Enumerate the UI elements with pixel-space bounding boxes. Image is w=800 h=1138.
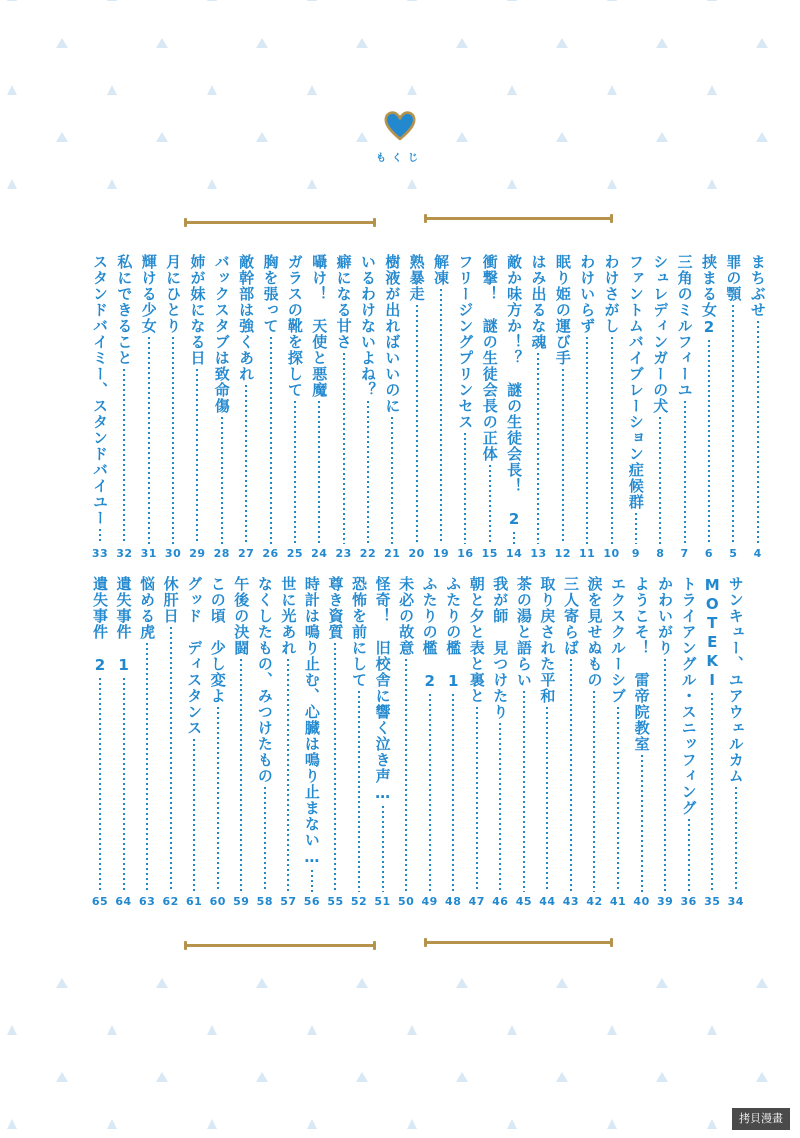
toc-entry <box>254 576 276 908</box>
entry-page: 20 <box>408 547 425 560</box>
toc-entry <box>230 576 252 908</box>
dot-leader <box>123 678 125 892</box>
toc-entry <box>235 254 257 560</box>
toc-entry <box>536 576 558 908</box>
dot-leader <box>499 723 501 892</box>
entry-page: 5 <box>729 547 738 560</box>
entry-title: 三人寄らば <box>561 576 580 656</box>
entry-page: 50 <box>397 895 415 908</box>
toc-entry <box>513 576 535 908</box>
entry-title: 解凍 <box>432 254 451 286</box>
entry-page: 22 <box>359 547 377 560</box>
toc-section-bottom <box>89 576 747 908</box>
toc-entry <box>406 254 428 560</box>
toc-entry <box>395 576 417 908</box>
toc-section-top <box>89 254 769 560</box>
toc-entry <box>747 254 769 560</box>
entry-title: ふたりの檻 1 <box>444 576 463 691</box>
dot-leader <box>732 305 734 544</box>
entry-title: 遺失事件 2 <box>91 576 109 675</box>
dot-leader <box>311 870 313 892</box>
toc-entry <box>442 576 464 908</box>
entry-page: 42 <box>586 895 603 908</box>
entry-page: 57 <box>280 895 297 908</box>
entry-page: 33 <box>91 547 109 560</box>
toc-entry <box>324 576 346 908</box>
dot-leader <box>684 401 686 544</box>
entry-page: 9 <box>631 547 640 560</box>
entry-page: 6 <box>704 547 714 560</box>
toc-entry <box>625 254 647 560</box>
dot-leader <box>452 694 454 892</box>
entry-title: 胸を張って <box>261 254 280 334</box>
toc-entry <box>503 254 525 560</box>
entry-title: 涙を見せぬもの <box>585 576 604 688</box>
toc-entry <box>211 254 233 560</box>
toc-entry <box>138 254 160 560</box>
entry-page: 8 <box>656 547 665 560</box>
entry-title: 衝撃！ 謎の生徒会長の正体 <box>480 254 499 462</box>
entry-page: 7 <box>680 547 689 560</box>
dot-leader <box>196 369 198 544</box>
dot-leader <box>735 787 737 892</box>
dot-leader <box>611 337 613 544</box>
entry-page: 55 <box>327 895 344 908</box>
entry-title: 敵幹部は強くあれ <box>237 254 256 382</box>
entry-page: 11 <box>579 547 596 560</box>
toc-entry <box>89 576 111 908</box>
toc-entry <box>348 576 370 908</box>
dot-leader <box>391 417 393 544</box>
dot-leader <box>170 627 172 892</box>
entry-title: サンキュー、ユアウェルカム <box>726 576 745 784</box>
entry-title: エクスクルーシブ <box>609 576 628 704</box>
toc-entry <box>301 576 323 908</box>
toc-entry <box>357 254 379 560</box>
entry-page: 31 <box>140 547 157 560</box>
toc-entry <box>113 254 135 560</box>
entry-title: シュレディンガーの犬 <box>651 254 670 414</box>
toc-entry <box>186 254 208 560</box>
dot-leader <box>217 707 219 892</box>
dot-leader <box>688 819 690 892</box>
dot-leader <box>287 659 289 892</box>
toc-entry <box>277 576 299 908</box>
dot-leader <box>635 513 637 544</box>
toc-entry <box>284 254 306 560</box>
dot-leader <box>193 739 195 892</box>
entry-title: 茶の湯と語らい <box>514 576 533 688</box>
heart-icon <box>383 110 417 142</box>
toc-entry <box>560 576 582 908</box>
toc-entry <box>308 254 330 560</box>
entry-title: まちぶせ <box>748 254 767 318</box>
entry-title: 朝と夕と表と裏と <box>467 576 486 704</box>
entry-page: 44 <box>539 895 556 908</box>
entry-title: かわいがり <box>656 576 675 656</box>
toc-entry <box>479 254 501 560</box>
entry-title: 樹液が出ればいいのに <box>383 254 402 414</box>
toc-entry <box>454 254 476 560</box>
entry-title: 世に光あれ <box>279 576 298 656</box>
dot-leader <box>711 693 713 892</box>
dot-leader <box>476 707 478 892</box>
dot-leader <box>382 806 384 892</box>
toc-entry <box>466 576 488 908</box>
entry-page: 63 <box>138 895 156 908</box>
entry-title: 三角のミルフィーユ <box>675 254 694 398</box>
entry-title: ファントムバイブレーション症候群 <box>626 254 645 510</box>
dot-leader <box>659 417 661 544</box>
entry-page: 45 <box>515 895 532 908</box>
toc-entry <box>430 254 452 560</box>
entry-page: 36 <box>680 895 697 908</box>
entry-title: わけさがし <box>602 254 621 334</box>
toc-entry <box>607 576 629 908</box>
dot-leader <box>240 659 242 892</box>
entry-title: 取り戻された平和 <box>538 576 557 704</box>
entry-page: 39 <box>656 895 674 908</box>
dot-leader <box>570 659 572 892</box>
entry-page: 41 <box>609 895 627 908</box>
entry-page: 10 <box>603 547 620 560</box>
toc-entry <box>207 576 229 908</box>
entry-page: 40 <box>633 895 650 908</box>
gold-rule-bottom-left <box>185 944 375 947</box>
toc-entry <box>654 576 676 908</box>
entry-page: 52 <box>350 895 368 908</box>
dot-leader <box>757 321 759 544</box>
entry-page: 60 <box>209 895 226 908</box>
entry-title: ふたりの檻 2 <box>420 576 439 691</box>
entry-page: 16 <box>457 547 474 560</box>
entry-title: 囁け！ 天使と悪魔 <box>310 254 329 398</box>
entry-page: 62 <box>162 895 179 908</box>
toc-entry <box>583 576 605 908</box>
dot-leader <box>593 691 595 892</box>
dot-leader <box>664 659 666 892</box>
entry-title: 休肝日 <box>161 576 180 624</box>
entry-page: 21 <box>384 547 401 560</box>
dot-leader <box>172 337 174 544</box>
toc-entry <box>333 254 355 560</box>
dot-leader <box>489 465 491 544</box>
entry-page: 34 <box>727 895 744 908</box>
dot-leader <box>537 353 539 544</box>
entry-page: 59 <box>233 895 250 908</box>
toc-entry <box>631 576 653 908</box>
entry-title: 時計は鳴り止む、心臓は鳴り止まない… <box>302 576 321 867</box>
entry-page: 58 <box>256 895 273 908</box>
entry-page: 27 <box>238 547 255 560</box>
page-title: もくじ <box>376 153 424 164</box>
entry-title: 敵か味方か！？ 謎の生徒会長！ 2 <box>505 254 524 529</box>
entry-title: スタンドバイミー、スタンドバイユー <box>91 254 109 526</box>
entry-page: 47 <box>468 895 485 908</box>
dot-leader <box>562 369 564 544</box>
dot-leader <box>429 694 431 892</box>
entry-page: 32 <box>116 547 133 560</box>
entry-page: 48 <box>445 895 462 908</box>
entry-title: いるわけないよね？ <box>358 254 377 398</box>
entry-page: 15 <box>481 547 498 560</box>
toc-entry <box>260 254 282 560</box>
dot-leader <box>264 787 266 892</box>
toc-entry <box>162 254 184 560</box>
entry-title: 遺失事件 1 <box>114 576 133 675</box>
toc-entry <box>419 576 441 908</box>
dot-leader <box>148 337 150 544</box>
entry-page: 30 <box>164 547 182 560</box>
toc-entry <box>725 576 747 908</box>
entry-title: 挟まる女2 <box>699 254 718 337</box>
toc-entry <box>552 254 574 560</box>
toc-entry <box>381 254 403 560</box>
entry-page: 25 <box>286 547 304 560</box>
dot-leader <box>405 659 407 892</box>
toc-entry <box>89 254 111 560</box>
entry-title: 姉が妹になる日 <box>188 254 207 366</box>
toc-entry <box>649 254 671 560</box>
entry-title: 輝ける少女 <box>139 254 158 334</box>
entry-title: 悩める虎 <box>138 576 157 640</box>
toc-entry <box>701 576 723 908</box>
gold-rule-bottom-right <box>425 941 612 944</box>
entry-page: 14 <box>505 547 523 560</box>
entry-title: 熟暴走 <box>407 254 426 302</box>
entry-page: 64 <box>115 895 132 908</box>
entry-title: はみ出るな魂 <box>529 254 548 350</box>
entry-page: 24 <box>311 547 328 560</box>
toc-entry <box>722 254 744 560</box>
dot-leader <box>367 401 369 544</box>
dot-leader <box>586 337 588 544</box>
entry-title: 我が師 見つけたり <box>491 576 510 720</box>
dot-leader <box>641 755 643 892</box>
entry-title: MOTEKI <box>703 576 722 690</box>
dot-leader <box>343 353 345 544</box>
entry-page: 26 <box>262 547 279 560</box>
dot-leader <box>318 401 320 544</box>
dot-leader <box>440 289 442 544</box>
entry-title: なくしたもの、みつけたもの <box>255 576 274 784</box>
entry-page: 51 <box>374 895 391 908</box>
entry-title: 尊き資質 <box>326 576 345 640</box>
toc-entry <box>674 254 696 560</box>
dot-leader <box>99 678 101 892</box>
dot-leader <box>546 707 548 892</box>
dot-leader <box>99 529 101 544</box>
entry-title: ようこそ！ 雷帝院教室 <box>632 576 651 752</box>
dot-leader <box>464 433 466 544</box>
dot-leader <box>221 417 223 544</box>
toc-entry <box>527 254 549 560</box>
toc-entry <box>183 576 205 908</box>
toc-entry <box>489 576 511 908</box>
entry-title: 午後の決闘 <box>232 576 251 656</box>
entry-page: 61 <box>186 895 203 908</box>
entry-page: 19 <box>432 547 450 560</box>
entry-page: 46 <box>492 895 509 908</box>
entry-page: 28 <box>213 547 230 560</box>
entry-title: 私にできること <box>115 254 134 366</box>
entry-page: 4 <box>753 547 762 560</box>
watermark-badge: 拷貝漫畫 <box>732 1108 790 1130</box>
toc-entry <box>113 576 135 908</box>
dot-leader <box>294 401 296 544</box>
entry-page: 65 <box>91 895 109 908</box>
dot-leader <box>245 385 247 544</box>
entry-title: 怪奇！ 旧校舎に響く泣き声… <box>373 576 392 803</box>
dot-leader <box>123 369 125 544</box>
entry-title: ガラスの靴を探して <box>285 254 304 398</box>
entry-title: 罪の顎 <box>724 254 743 302</box>
entry-page: 49 <box>421 895 438 908</box>
entry-page: 43 <box>562 895 580 908</box>
dot-leader <box>513 532 515 544</box>
entry-title: 眠り姫の運び手 <box>553 254 572 366</box>
toc-entry <box>136 576 158 908</box>
dot-leader <box>523 691 525 892</box>
toc-entry <box>601 254 623 560</box>
dot-leader <box>334 643 336 892</box>
entry-title: この頃 少し変よ <box>208 576 227 704</box>
dot-leader <box>358 691 360 892</box>
gold-rule-top-right <box>425 217 612 220</box>
entry-title: グッド ディスタンス <box>185 576 204 736</box>
entry-page: 12 <box>554 547 571 560</box>
entry-title: トライアングル・スニッフィング <box>679 576 698 816</box>
entry-page: 13 <box>530 547 547 560</box>
toc-entry <box>160 576 182 908</box>
dot-leader <box>617 707 619 892</box>
entry-title: 月にひとり <box>164 254 183 334</box>
toc-entry <box>698 254 720 560</box>
entry-title: わけいらず <box>578 254 597 334</box>
entry-title: バックスタブは致命傷 <box>212 254 231 414</box>
entry-page: 23 <box>335 547 352 560</box>
dot-leader <box>416 305 418 544</box>
toc-entry <box>372 576 394 908</box>
entry-title: 癖になる甘さ <box>334 254 353 350</box>
toc-entry <box>576 254 598 560</box>
dot-leader <box>146 643 148 892</box>
entry-title: フリージングプリンセス <box>456 254 475 430</box>
entry-title: 恐怖を前にして <box>350 576 369 688</box>
entry-title: 未必の故意 <box>397 576 416 656</box>
dot-leader <box>708 340 710 544</box>
entry-page: 56 <box>303 895 321 908</box>
entry-page: 29 <box>189 547 206 560</box>
entry-page: 35 <box>704 895 721 908</box>
toc-entry <box>678 576 700 908</box>
gold-rule-top-left <box>185 221 375 224</box>
dot-leader <box>270 337 272 544</box>
